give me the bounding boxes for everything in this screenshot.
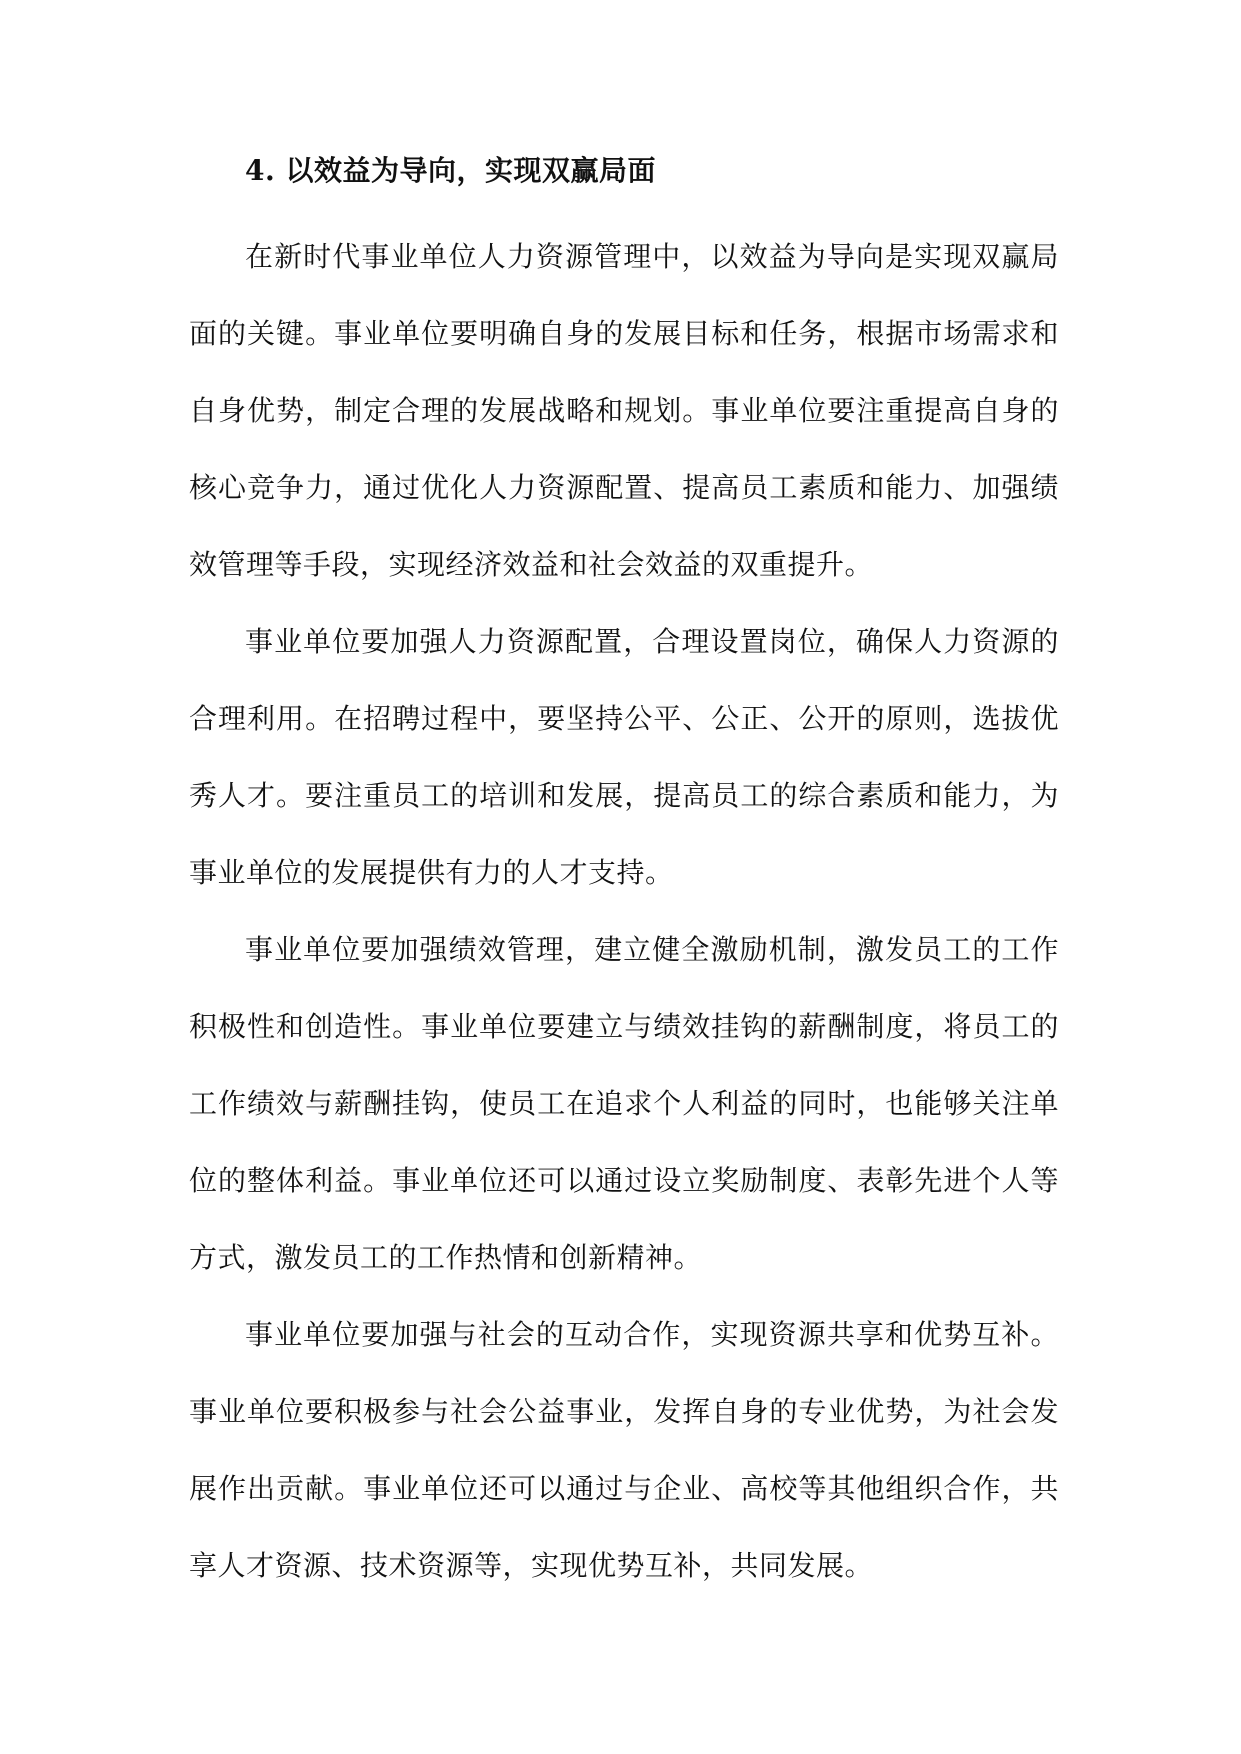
document-body — [189, 143, 1059, 1604]
paragraph-2: 事业单位要加强人力资源配置，合理设置岗位，确保人力资源的合理利用。在招聘过程中，要坚持公平、公正、公开的原则，选拔优秀人才。要注重员工的培训和发展，提高员工的综合素质和能力，为事业单位的发展提供有力的人才支持。 — [189, 625, 1059, 889]
paragraph-3: 事业单位要加强绩效管理，建立健全激励机制，激发员工的工作积极性和创造性。事业单位要建立与绩效挂钩的薪酬制度，将员工的工作绩效与薪酬挂钩，使员工在追求个人利益的同时，也能够关注单位的整体利益。事业单位还可以通过设立奖励制度、表彰先进个人等方式，激发员工的工作热情和创新精神。 — [189, 933, 1059, 1274]
paragraph-4: 事业单位要加强与社会的互动合作，实现资源共享和优势互补。事业单位要积极参与社会公益事业，发挥自身的专业优势，为社会发展作出贡献。事业单位还可以通过与企业、高校等其他组织合作，共享人才资源、技术资源等，实现优势互补，共同发展。 — [189, 1318, 1059, 1582]
section-heading: 4. 以效益为导向，实现双赢局面 — [245, 154, 656, 187]
paragraph-1: 在新时代事业单位人力资源管理中，以效益为导向是实现双赢局面的关键。事业单位要明确自身的发展目标和任务，根据市场需求和自身优势，制定合理的发展战略和规划。事业单位要注重提高自身的核心竞争力，通过优化人力资源配置、提高员工素质和能力、加强绩效管理等手段，实现经济效益和社会效益的双重提升。 — [189, 240, 1059, 581]
